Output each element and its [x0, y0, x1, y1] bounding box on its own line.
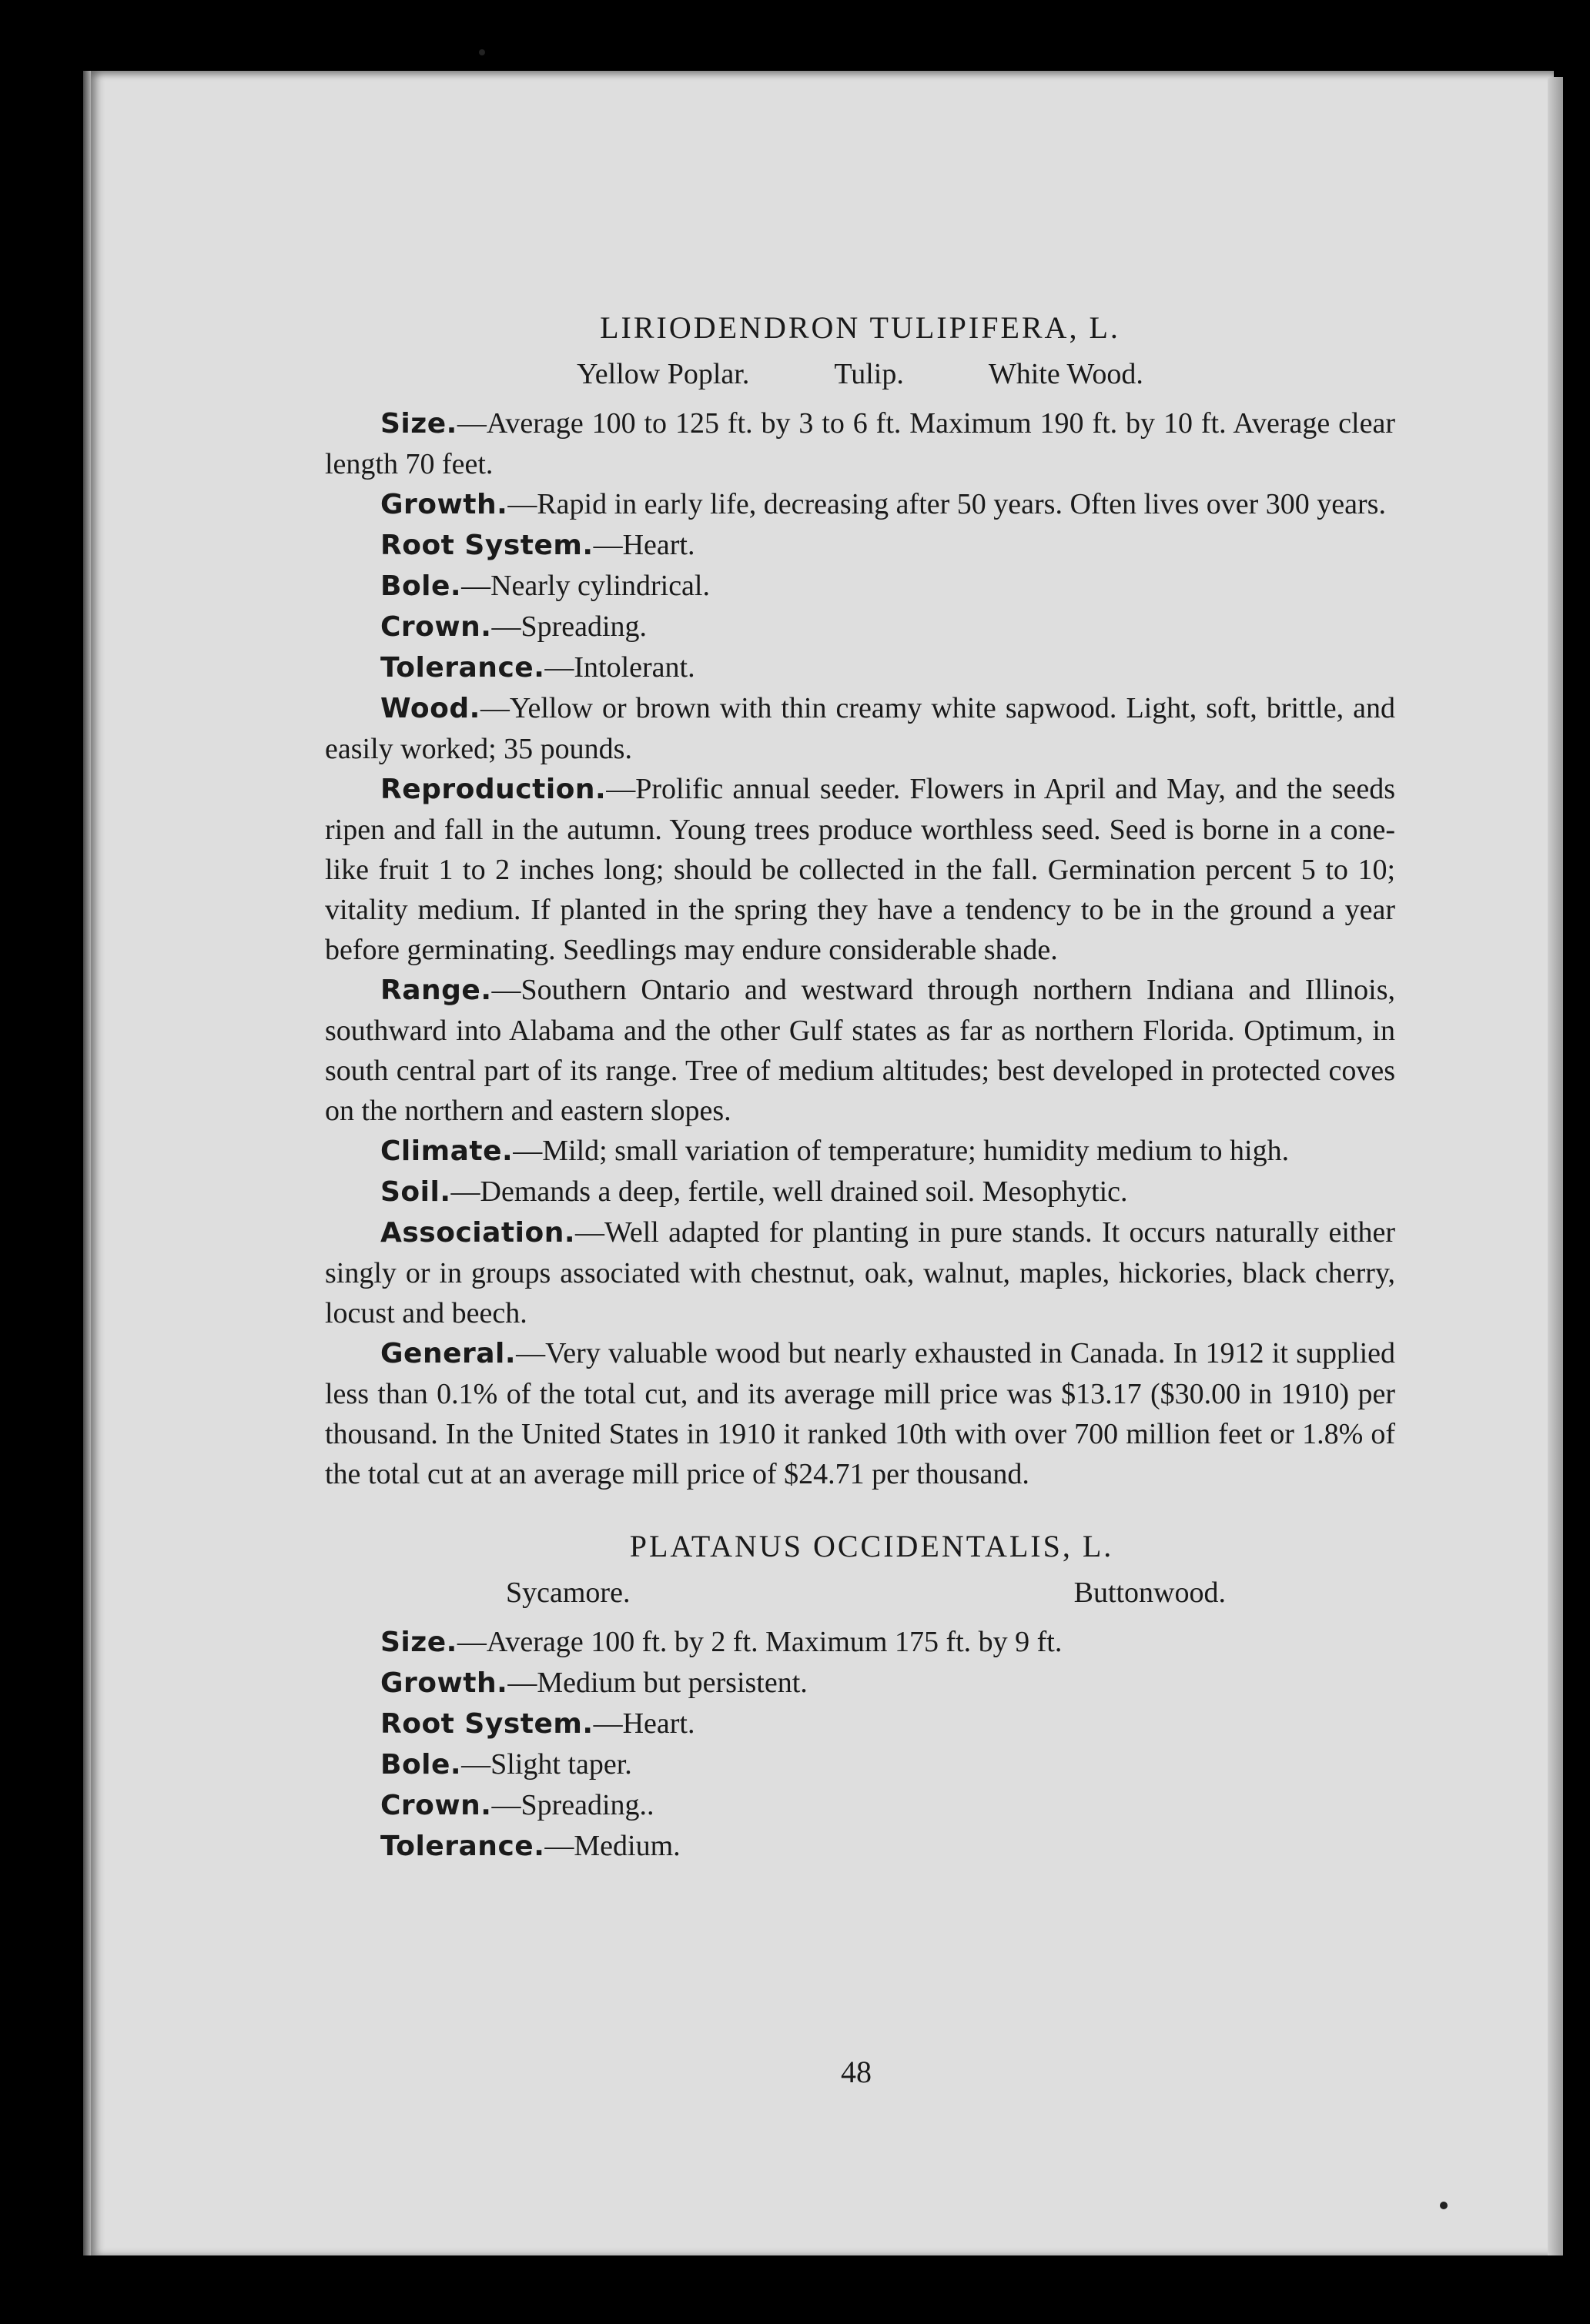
entry-bole [325, 1744, 1395, 1785]
entry-range [325, 970, 1395, 1131]
entry-label: General. [380, 1338, 517, 1369]
entry-text: —Intolerant. [544, 651, 695, 684]
common-name: Tulip. [834, 358, 904, 390]
entry-text: —Mild; small variation of temperature; humidity medium to high. [513, 1135, 1290, 1167]
entry-association [325, 1212, 1395, 1333]
species-title: PLATANUS OCCIDENTALIS, L. [629, 1529, 1114, 1563]
common-name: White Wood. [988, 358, 1143, 390]
entry-tolerance [325, 647, 1395, 688]
entry-label: Association. [380, 1217, 576, 1249]
entry-text: —Average 100 ft. by 2 ft. Maximum 175 ft. by 9 ft. [457, 1626, 1063, 1658]
entry-text: —Well adapted for planting in pure stands. It occurs naturally either singly or in groups associated with chestnut, oak, walnut, maples, hickories, black cherry, locust and beech. [325, 1216, 1395, 1329]
common-names [325, 354, 1395, 394]
entry-label: Growth. [380, 489, 508, 520]
entry-climate [325, 1131, 1395, 1172]
entry-label: Tolerance. [380, 652, 545, 684]
speck-mark [1440, 2202, 1448, 2209]
entry-reproduction [325, 769, 1395, 970]
entry-label: Growth. [380, 1667, 508, 1699]
entry-label: Size. [380, 1627, 457, 1658]
page-number: 48 [841, 2055, 872, 2089]
page-right-edge [1548, 77, 1563, 2255]
entry-crown [325, 607, 1395, 647]
entry-text: —Rapid in early life, decreasing after 50 years. Often lives over 300 years. [507, 488, 1386, 520]
entry-label: Crown. [380, 611, 492, 643]
page-text [325, 308, 1395, 1867]
entry-label: Crown. [380, 1790, 492, 1821]
entry-text: —Medium. [544, 1830, 681, 1862]
entry-bole [325, 566, 1395, 607]
entry-label: Bole. [380, 570, 462, 602]
entry-text: —Yellow or brown with thin creamy white sapwood. Light, soft, brittle, and easily worked; 35 pounds. [325, 692, 1395, 765]
entry-crown [325, 1785, 1395, 1826]
entry-root-system [325, 1704, 1395, 1744]
entry-size [325, 1622, 1395, 1663]
entry-growth [325, 1663, 1395, 1704]
entry-label: Range. [380, 975, 492, 1006]
entry-label: Tolerance. [380, 1831, 545, 1862]
entry-text: —Average 100 to 125 ft. by 3 to 6 ft. Maximum 190 ft. by 10 ft. Average clear length 70 feet. [325, 407, 1395, 480]
common-name: Yellow Poplar. [577, 358, 750, 390]
entry-tolerance [325, 1826, 1395, 1867]
common-name: Sycamore. [506, 1577, 631, 1609]
entry-text: —Heart. [593, 1707, 695, 1740]
entry-growth [325, 484, 1395, 525]
entry-text: —Heart. [593, 529, 695, 561]
common-name: Buttonwood. [1073, 1577, 1226, 1609]
entry-label: Wood. [380, 693, 480, 724]
entry-size [325, 403, 1395, 484]
entry-text: —Prolific annual seeder. Flowers in April and May, and the seeds ripen and fall in the autumn. Young trees produce worthless seed. Seed is borne in a cone-like fruit 1 to 2 inches long; should be collected in the fall. Germination percent 5 to 10; vitality medium. If planted in the spring they have a tendency to be in the ground a year before germinating. Seedlings may endure considerable shade. [325, 773, 1395, 966]
entry-text: —Spreading. [491, 610, 648, 643]
entry-text: —Spreading.. [491, 1789, 654, 1821]
speck-mark [479, 49, 485, 55]
entry-label: Reproduction. [380, 774, 607, 805]
entry-wood [325, 688, 1395, 769]
entry-label: Bole. [380, 1749, 462, 1781]
entry-label: Soil. [380, 1176, 451, 1208]
species-section-platanus [325, 1526, 1395, 1867]
entry-text: —Southern Ontario and westward through northern Indiana and Illinois, southward into Alabama and the other Gulf states as far as northern Florida. Optimum, in south central part of its range. Tree of medium altitudes; best developed in protected coves on the northern and eastern slopes. [325, 974, 1395, 1127]
entry-label: Root System. [380, 530, 594, 561]
entry-text: —Slight taper. [461, 1748, 632, 1781]
entry-label: Root System. [380, 1708, 594, 1740]
entry-label: Climate. [380, 1135, 514, 1167]
entry-general [325, 1333, 1395, 1494]
common-names [325, 1573, 1395, 1613]
entry-text: —Demands a deep, fertile, well drained soil. Mesophytic. [450, 1175, 1128, 1208]
entry-text: —Very valuable wood but nearly exhausted in Canada. In 1912 it supplied less than 0.1% of the total cut, and its average mill price was $13.17 ($30.00 in 1910) per thousand. In the United States in 1910 it ranked 10th with over 700 million feet or 1.8% of the total cut at an average mill price of $24.71 per thousand. [325, 1337, 1395, 1490]
entry-label: Size. [380, 408, 457, 440]
entry-root-system [325, 525, 1395, 566]
species-section-liriodendron [325, 308, 1395, 1494]
species-title: LIRIODENDRON TULIPIFERA, L. [600, 310, 1120, 345]
entry-text: —Nearly cylindrical. [461, 570, 710, 602]
entry-soil [325, 1172, 1395, 1212]
entry-text: —Medium but persistent. [507, 1667, 808, 1699]
